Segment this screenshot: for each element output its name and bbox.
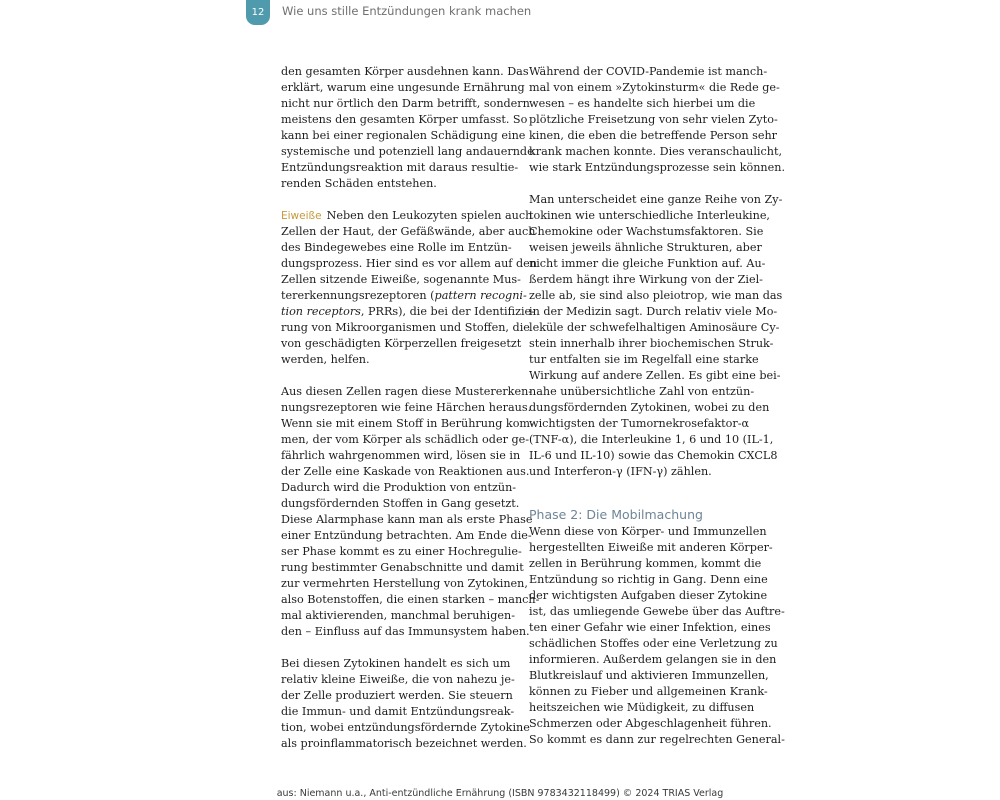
text-line: ist, das umliegende Gewebe über das Auftre-	[529, 605, 785, 618]
text-line: Entzündungsreaktion mit daraus resultie-	[281, 161, 519, 174]
text-line: ßerdem hängt ihre Wirkung von der Ziel-	[529, 273, 763, 286]
text-line: IL-6 und IL-10) sowie das Chemokin CXCL8	[529, 449, 778, 462]
section-heading: Phase 2: Die Mobilmachung	[529, 507, 703, 522]
text-line: zellen in Berührung kommen, kommt die	[529, 557, 762, 570]
text-line: men, der vom Körper als schädlich oder ge-	[281, 433, 530, 446]
text-line: Während der COVID-Pandemie ist manch-	[529, 65, 768, 78]
text-line: des Bindegewebes eine Rolle im Entzün-	[281, 241, 512, 254]
italic-term: pattern recogni-	[434, 289, 527, 302]
text-line: zelle ab, sie sind also pleiotrop, wie man das	[529, 289, 783, 302]
text-line: also Botenstoffen, die einen starken – manch-	[281, 593, 540, 606]
text-line: hergestellten Eiweiße mit anderen Körper-	[529, 541, 773, 554]
text-line: Bei diesen Zytokinen handelt es sich um	[281, 657, 511, 670]
text-line: tokinen wie unterschiedliche Interleukine,	[529, 209, 770, 222]
text-line: renden Schäden entstehen.	[281, 177, 437, 190]
text-line: systemische und potenziell lang andauernde	[281, 145, 534, 158]
text-line: wesen – es handelte sich hierbei um die	[529, 97, 756, 110]
text-line: ser Phase kommt es zu einer Hochregulie-	[281, 545, 522, 558]
text-line: mal aktivierenden, manchmal beruhigen-	[281, 609, 515, 622]
text-line: wie stark Entzündungsprozesse sein können.	[529, 161, 785, 174]
text-line: rung bestimmter Genabschnitte und damit	[281, 561, 524, 574]
paragraph-2	[281, 208, 537, 368]
text-line: kann bei einer regionalen Schädigung eine	[281, 129, 526, 142]
text-line: Wirkung auf andere Zellen. Es gibt eine bei-	[529, 369, 781, 382]
text-line: zur vermehrten Herstellung von Zytokinen,	[281, 577, 528, 590]
text-line: ten einer Gefahr wie einer Infektion, eines	[529, 621, 771, 634]
text-line: der Zelle eine Kaskade von Reaktionen aus.	[281, 465, 530, 478]
text-line	[281, 288, 527, 304]
text-line: erklärt, warum eine ungesunde Ernährung	[281, 81, 525, 94]
text-line: der Zelle produziert werden. Sie steuern	[281, 689, 513, 702]
text-line: Blutkreislauf und aktivieren Immunzellen,	[529, 669, 769, 682]
text-line: Zellen der Haut, der Gefäßwände, aber auch	[281, 225, 536, 238]
text-run: tererkennungsrezeptoren (	[281, 289, 435, 302]
text-line: plötzliche Freisetzung von sehr vielen Zyto-	[529, 113, 778, 126]
text-line: Man unterscheidet eine ganze Reihe von Zy-	[529, 193, 783, 206]
text-line: dungsprozess. Hier sind es vor allem auf den	[281, 257, 537, 270]
text-line: die Immun- und damit Entzündungsreak-	[281, 705, 515, 718]
italic-term: tion receptors	[281, 305, 361, 318]
text-line: mal von einem »Zytokinsturm« die Rede ge-	[529, 81, 780, 94]
text-line: nungsrezeptoren wie feine Härchen heraus.	[281, 401, 532, 414]
text-line: und Interferon-γ (IFN-γ) zählen.	[529, 465, 712, 478]
text-line: weisen jeweils ähnliche Strukturen, aber	[529, 241, 762, 254]
text-line: informieren. Außerdem gelangen sie in den	[529, 653, 777, 666]
text-line: heitszeichen wie Müdigkeit, zu diffusen	[529, 701, 755, 714]
left-column	[281, 64, 540, 752]
paragraph-1	[529, 64, 785, 176]
text-line: Diese Alarmphase kann man als erste Phase	[281, 513, 533, 526]
paragraph-1	[281, 64, 534, 192]
text-line: meistens den gesamten Körper umfasst. So	[281, 113, 528, 126]
text-line: nahe unübersichtliche Zahl von entzün-	[529, 385, 755, 398]
text-line: können zu Fieber und allgemeinen Krank-	[529, 685, 768, 698]
text-line: leküle der schwefelhaltigen Aminosäure Cy-	[529, 321, 780, 334]
text-line: Wenn sie mit einem Stoff in Berührung kom-	[281, 417, 534, 430]
text-line: tur entfalten sie im Regelfall eine starke	[529, 353, 759, 366]
text-line: der wichtigsten Aufgaben dieser Zytokine	[529, 589, 768, 602]
text-line: rung von Mikroorganismen und Stoffen, die	[281, 321, 530, 334]
text-line: den gesamten Körper ausdehnen kann. Das	[281, 65, 529, 78]
text-line: dungsfördernden Stoffen in Gang gesetzt.	[281, 497, 520, 510]
text-line: dungsfördernden Zytokinen, wobei zu den	[529, 401, 770, 414]
text-run: , PRRs), die bei der Identifizie-	[360, 305, 535, 318]
text-line: So kommt es dann zur regelrechten General-	[529, 733, 785, 746]
keyword-eiweisse: Eiweiße	[281, 210, 322, 222]
text-line: in der Medizin sagt. Durch relativ viele Mo-	[529, 305, 778, 318]
text-line: fährlich wahrgenommen wird, lösen sie in	[281, 449, 521, 462]
text-line	[281, 304, 535, 320]
text-line: von geschädigten Körperzellen freigesetzt	[281, 337, 522, 350]
running-title: Wie uns stille Entzündungen krank machen	[282, 4, 532, 18]
text-line: Aus diesen Zellen ragen diese Mustererken-	[281, 385, 533, 398]
text-line: relativ kleine Eiweiße, die von nahezu je-	[281, 673, 515, 686]
text-line	[281, 208, 533, 224]
paragraph-3	[529, 524, 785, 748]
text-line: (TNF-α), die Interleukine 1, 6 und 10 (IL-1,	[529, 433, 774, 446]
text-run: Neben den Leukozyten spielen auch	[326, 209, 533, 222]
text-line: Schmerzen oder Abgeschlagenheit führen.	[529, 717, 772, 730]
text-line: nicht immer die gleiche Funktion auf. Au-	[529, 257, 766, 270]
text-line: werden, helfen.	[281, 353, 370, 366]
right-column	[529, 64, 785, 748]
text-line: krank machen konnte. Dies veranschaulicht,	[529, 145, 783, 158]
text-line: Dadurch wird die Produktion von entzün-	[281, 481, 517, 494]
text-line: nicht nur örtlich den Darm betrifft, sondern	[281, 97, 530, 110]
paragraph-2	[529, 192, 783, 480]
text-line: wichtigsten der Tumornekrosefaktor-α	[529, 417, 750, 430]
text-line: Chemokine oder Wachstumsfaktoren. Sie	[529, 225, 764, 238]
text-line: Wenn diese von Körper- und Immunzellen	[529, 525, 767, 538]
text-line: als proinflammatorisch bezeichnet werden.	[281, 737, 527, 750]
text-line: den – Einfluss auf das Immunsystem haben.	[281, 625, 530, 638]
paragraph-4	[281, 656, 530, 752]
page-number-badge: 12	[246, 0, 270, 25]
paragraph-3	[281, 384, 540, 640]
text-line: kinen, die eben die betreffende Person sehr	[529, 129, 778, 142]
text-line: einer Entzündung betrachten. Am Ende die-	[281, 529, 532, 542]
text-line: stein innerhalb ihrer biochemischen Struk-	[529, 337, 774, 350]
text-line: tion, wobei entzündungsfördernde Zytokine	[281, 721, 530, 734]
source-footer: aus: Niemann u.a., Anti-entzündliche Ernährung (ISBN 9783432118499) © 2024 TRIAS Verlag	[276, 788, 724, 799]
text-line: Zellen sitzende Eiweiße, sogenannte Mus-	[281, 273, 521, 286]
text-line: Entzündung so richtig in Gang. Denn eine	[529, 573, 768, 586]
text-line: schädlichen Stoffes oder eine Verletzung zu	[529, 637, 778, 650]
